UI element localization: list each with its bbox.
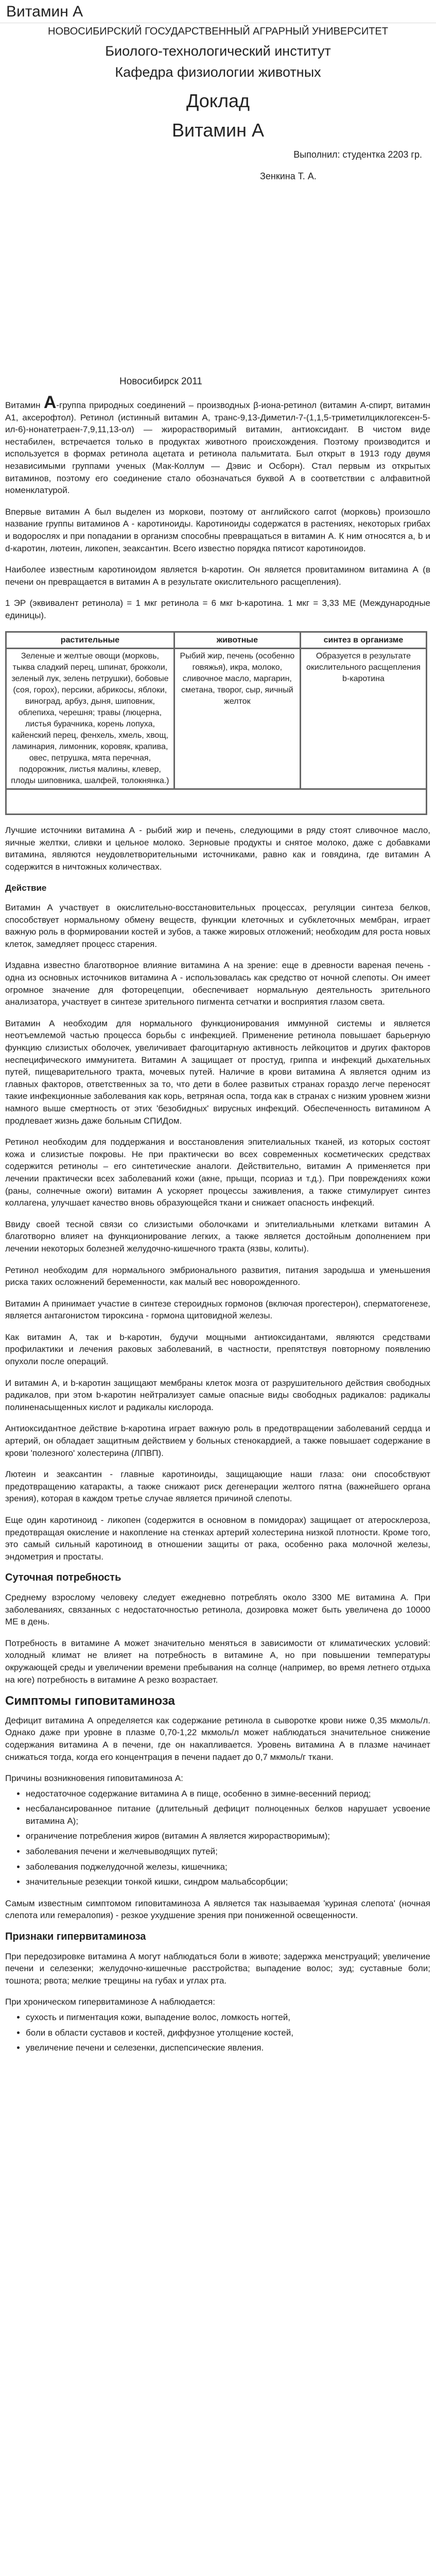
list-item: • заболевания поджелудочной железы, кишечника;: [26, 1861, 430, 1873]
action-paragraph: Как витамин А, так и b-каротин, будучи мощными антиоксидантами, являются средствами профилактики и лечения раковых заболеваний, в частности, препятствуя повторному появлению опухоли после операций.: [5, 1332, 430, 1367]
institute-name: Биолого-технологический институт: [105, 43, 331, 59]
author-line-2: Зенкина Т. А.: [260, 171, 317, 181]
hyper-paragraph: При передозировке витамина А могут наблюдаться боли в животе; задержка менструаций; увеличение печени и селезенки; желудочно-кишечные расстройства; выпадение волос; зуд; суставные боли; тошнота; рвота; мелкие трещины на губах и углах рта.: [5, 1951, 430, 1986]
author-line-1: Выполнил: студентка 2203 гр.: [293, 149, 422, 160]
section-heading-hyper: Признаки гипервитаминоза: [5, 1931, 146, 1943]
table-header-row: [6, 632, 427, 649]
daily-paragraph: Потребность в витамине А может значительно меняться в зависимости от климатических условий: холодный климат не влияет на потребность в витамине А, но при повышении температуры окружающей среды и увеличении времени пребывания на солнце (например, во время летнего отдыха на юге) потребность в витамине А резко возрастает.: [5, 1638, 430, 1685]
city-year: Новосибирск 2011: [119, 376, 202, 387]
list-item: • недостаточное содержание витамина А в пище, особенно в зимне-весенний период;: [26, 1788, 430, 1800]
action-paragraph: И витамин А, и b-каротин защищают мембраны клеток мозга от разрушительного действия свободных радикалов, при этом b-каротин нейтрализует самые опасные виды свободных радикалов: радикалы полиненасыщенных кислот и радикалы кислорода.: [5, 1378, 430, 1412]
table-empty-row: [6, 789, 427, 815]
table-row: [6, 649, 427, 789]
hyper-chronic-list: [5, 2011, 430, 2054]
drop-letter: А: [43, 393, 57, 412]
table-cell-plant: Зеленые и желтые овощи (морковь, тыква сладкий перец, шпинат, брокколи, зеленый лук, зелень петрушки), бобовые (соя, горох), персики, абрикосы, яблоки, виноград, арбуз, дыня, шиповник, облепиха, черешня; травы (люцерна, листья бурачника, корень лопуха, кайенский перец, фенхель, хмель, хвощ, ламинария, лимонник, коровяк, крапива, овес, петрушка, мята перечная, подорожник, листья малины, клевер, плоды шиповника, шалфей, толокнянка.): [6, 649, 175, 789]
department-name: Кафедра физиологии животных: [115, 64, 321, 80]
list-item: • значительные резекции тонкой кишки, синдром мальабсорбции;: [26, 1876, 430, 1888]
daily-paragraph: Среднему взрослому человеку следует ежедневно потреблять около 3300 МЕ витамина А. При заболеваниях, связанных с недостаточностью ретинола, дозировка может быть увеличена до 10000 МЕ в день.: [5, 1592, 430, 1627]
action-paragraph: Еще один каротиноид - ликопен (содержится в основном в помидорах) защищает от атеросклероза, предотвращая окисление и накопление на стенках артерий холестерина низкой плотности. Кроме того, это самый сильный каротиноид в отношении защиты от рака, особенно рака молочной железы, эндометрия и простаты.: [5, 1515, 430, 1562]
report-topic: Витамин А: [172, 120, 264, 141]
intro-prefix: Витамин: [5, 400, 44, 410]
hyper-chronic-intro: При хроническом гипервитаминозе А наблюдается:: [5, 1997, 215, 2007]
list-item: • увеличение печени и селезенки, диспепсические явления.: [26, 2042, 430, 2054]
section-heading-action: Действие: [5, 883, 47, 893]
sources-table: [5, 631, 427, 816]
report-label: Доклад: [186, 90, 250, 111]
hypo-causes-list: [5, 1788, 430, 1888]
after-table-paragraph: Лучшие источники витамина А - рыбий жир и печень, следующими в ряду стоят сливочное масло, яичные желтки, сливки и цельное молоко. Зерновые продукты и снятое молоко, даже с добавками витамина, являются неудовлетворительными источниками, равно как и говядина, где витамин А содержится в ничтожных количествах.: [5, 825, 430, 872]
hypo-paragraph: Дефицит витамина А определяется как содержание ретинола в сыворотке крови ниже 0,35 мкмоль/л. Однако даже при уровне в плазме 0,70-1,22 мкмоль/л может наблюдаться значительное снижение содержания витамина А в печени, где он накапливается. Уровень витамина А в плазме начинает снижаться тогда, когда его концентрация в печени падает до 0,7 мкмоль/г ткани.: [5, 1715, 430, 1762]
hypo-causes-intro: Причины возникновения гиповитаминоза А:: [5, 1773, 183, 1784]
intro-paragraph-4: 1 ЭР (эквивалент ретинола) = 1 мкг ретинола = 6 мкг b-каротина. 1 мкг = 3,33 МЕ (Международные единицы).: [5, 598, 430, 620]
table-empty-cell: [6, 789, 427, 815]
list-item: • несбалансированное питание (длительный дефицит полноценных белков нарушает усвоение витамина А);: [26, 1803, 430, 1827]
list-item: • ограничение потребления жиров (витамин А является жирорастворимым);: [26, 1830, 430, 1842]
university-name: НОВОСИБИРСКИЙ ГОСУДАРСТВЕННЫЙ АГРАРНЫЙ УНИВЕРСИТЕТ: [48, 26, 388, 37]
table-header-cell: животные: [174, 632, 300, 649]
hypo-paragraph: Самым известным симптомом гиповитаминоза А является так называемая 'куриная слепота' (ночная слепота или гемералопия) - резкое ухудшение зрения при пониженной освещенности.: [5, 1898, 430, 1921]
action-paragraph: Ввиду своей тесной связи со слизистыми оболочками и эпителиальными клетками витамин А благотворно влияет на функционирование легких, а также является достойным дополнением при лечении некоторых болезней желудочно-кишечного тракта (язвы, колиты).: [5, 1219, 430, 1253]
action-paragraph: Ретинол необходим для поддержания и восстановления эпителиальных тканей, из которых состоят кожа и слизистые покровы. Не при практически во всех современных косметических средствах содержится ретинолы – его синтетические аналоги. Действительно, витамин А применяется при лечении практически всех заболеваний кожи (акне, прыщи, псориаз и т.д.). При повреждениях кожи (раны, солнечные ожоги) витамин А ускоряет процессы заживления, а также стимулирует синтез коллагена, улучшает качество вновь образующейся ткани и снижает опасность инфекций.: [5, 1137, 430, 1208]
action-paragraph: Антиоксидантное действие b-каротина играет важную роль в предотвращении заболеваний сердца и артерий, он обладает защитным действием у больных стенокардией, а также повышает содержание в крови 'полезного' холестерина (ЛПВП).: [5, 1423, 430, 1458]
action-paragraph: Ретинол необходим для нормального эмбрионального развития, питания зародыша и уменьшения риска таких осложнений беременности, как малый вес новорожденного.: [5, 1265, 430, 1287]
table-header-cell: синтез в организме: [300, 632, 426, 649]
action-paragraph: Лютеин и зеаксантин - главные каротиноиды, защищающие наши глаза: они способствуют предотвращению катаракты, а также снижают риск дегенерации желтого пятна (важнейшего органа зрения), которая в каждом третье случае является причиной слепоты.: [5, 1469, 430, 1504]
table-cell-animal: Рыбий жир, печень (особенно говяжья), икра, молоко, сливочное масло, маргарин, сметана, творог, сыр, яичный желток: [174, 649, 300, 789]
table-cell-synthesis: Образуется в результате окислительного расщепления b-каротина: [300, 649, 426, 789]
intro-paragraph-3: Наиболее известным каротиноидом является b-каротин. Он является провитамином витамина А (в печени он превращается в витамин А в результате окислительного расщепления).: [5, 565, 430, 587]
action-paragraph: Витамин А необходим для нормального функционирования иммунной системы и является неотъемлемой частью процесса борьбы с инфекцией. Применение ретинола повышает барьерную функцию слизистых оболочек, увеличивает фагоцитарную активность лейкоцитов и других факторов неспецифического иммунитета. Витамин А защищает от простуд, гриппа и инфекций дыхательных путей, пищеварительного тракта, мочевых путей. Наличие в крови витамина А является одним из главных факторов, ответственных за то, что дети в более развитых странах гораздо легче переносят такие инфекционные заболевания как корь, ветряная оспа, тогда как в странах с низким уровнем жизни намного выше смертность от этих 'безобидных' вирусных инфекций. Обеспеченность витамином А продлевает жизнь даже больным СПИДом.: [5, 1018, 430, 1126]
section-heading-hypo: Симптомы гиповитаминоза: [5, 1694, 175, 1708]
table-header-cell: растительные: [6, 632, 175, 649]
list-item: • боли в области суставов и костей, диффузное утолщение костей,: [26, 2027, 430, 2039]
page-header-title: Витамин А: [6, 3, 83, 20]
intro-paragraph-2: Впервые витамин А был выделен из моркови, поэтому от английского carrot (морковь) произошло название группы витаминов А - каротиноиды. Каротиноиды содержатся в растениях, некоторых грибах и водорослях и при попадании в организм способны превращаться в витамин А. К ним относятся a, b и d-каротин, лютеин, ликопен, зеаксантин. Всего известно порядка пятисот каротиноидов.: [5, 506, 430, 553]
list-item: • сухость и пигментация кожи, выпадение волос, ломкость ногтей,: [26, 2011, 430, 2024]
action-paragraph: Издавна известно благотворное влияние витамина А на зрение: еще в древности вареная печень - одна из основных источников витамина А - использовалась как средство от ночной слепоты. Он имеет огромное значение для фоторецепции, обеспечивает нормальную деятельность зрительного анализатора, участвует в синтезе зрительного пигмента сетчатки и восприятия глазом света.: [5, 960, 430, 1007]
action-paragraph: Витамин А участвует в окислительно-восстановительных процессах, регуляции синтеза белков, способствует нормальному обмену веществ, функции клеточных и субклеточных мембран, играет важную роль в формировании костей и зубов, а также жировых отложений; необходим для роста новых клеток, замедляет процесс старения.: [5, 903, 430, 949]
document-body: [5, 393, 430, 2063]
intro-text: -группа природных соединений – производных β-иона-ретинол (витамин А-спирт, витамин А1, аксерофтол). Ретинол (истинный витамин А, транс-9,13-Диметил-7-(1,1,5-триметилциклогексен-5-ил-6)-нонатетраен-7,9,11,13-ол) — жирорастворимый витамин, антиоксидант. В чистом виде нестабилен, встречается только в продуктах животного происхождения. Поэтому производится и используется в формах ретинола ацетата и ретинола пальмитата. Был открыт в 1913 году двумя независимыми группами ученых (Мак-Коллум — Дэвис и Осборн). Стал первым из открытых витаминов, поэтому его соединение стало обозначаться буквой А в соответствии с алфавитной номенклатурой.: [5, 400, 430, 496]
action-paragraph: Витамин А принимает участие в синтезе стероидных гормонов (включая прогестерон), сперматогенезе, является антагонистом тироксина - гормона щитовидной железы.: [5, 1298, 430, 1321]
list-item: • заболевания печени и желчевыводящих путей;: [26, 1845, 430, 1858]
intro-paragraph-1: [5, 393, 430, 497]
section-heading-daily: Суточная потребность: [5, 1572, 121, 1584]
